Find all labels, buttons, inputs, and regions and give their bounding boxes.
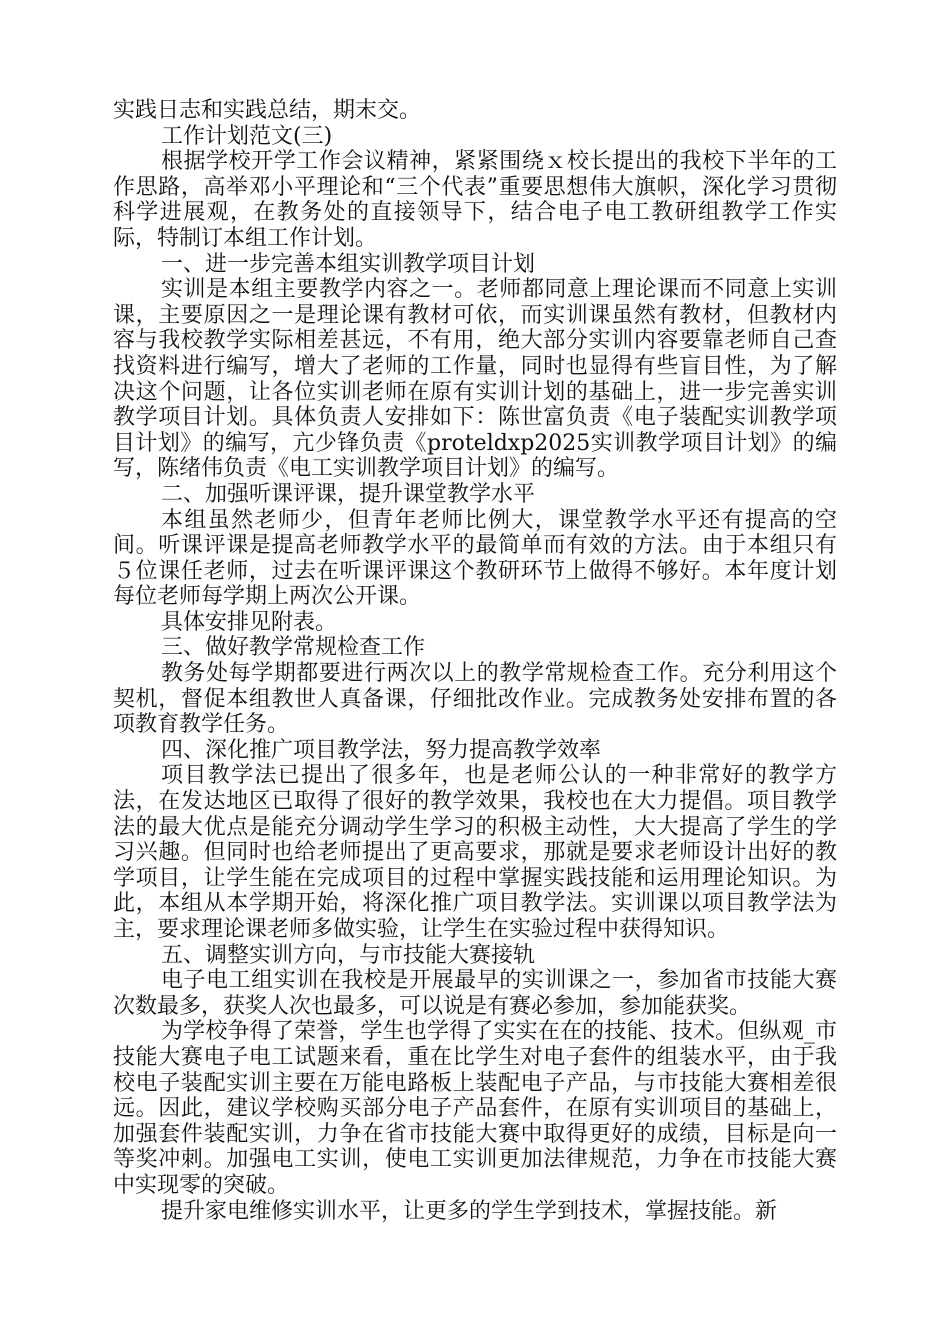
- paragraph-2b: 具体安排见附表。: [161, 609, 338, 635]
- paragraph-3: 教务处每学期都要进行两次以上的教学常规检查工作。充分利用这个契机，督促本组教世人真备课，仔细批改作业。完成教务处安排布置的各项教育教学任务。: [113, 661, 837, 738]
- heading-3: 三、做好教学常规检查工作: [161, 635, 426, 661]
- paragraph-6: 提升家电维修实训水平，让更多的学生学到技术，掌握技能。新: [161, 1198, 778, 1224]
- paragraph-1: 实训是本组主要教学内容之一。老师都同意上理论课而不同意上实训课，主要原因之一是理论课有教材可依，而实训课虽然有教材，但教材内容与我校教学实际相差甚远，不有用，绝大部分实训内容要靠老师自己查找资料进行编写，增大了老师的工作量，同时也显得有些盲目性，为了解决这个问题，让各位实训老师在原有实训计划的基础上，进一步完善实训教学项目计划。具体负责人安排如下：陈世富负责《电子装配实训教学项目计划》的编写，亢少锋负责《proteldxp2025实训教学项目计划》的编写，陈绪伟负责《电工实训教学项目计划》的编写。: [113, 277, 837, 482]
- paragraph-5: 电子电工组实训在我校是开展最早的实训课之一，参加省市技能大赛次数最多，获奖人次也最多，可以说是有赛必参加，参加能获奖。: [113, 968, 837, 1019]
- document-body: [113, 98, 837, 1224]
- heading-4: 四、深化推广项目教学法，努力提高教学效率: [161, 737, 602, 763]
- heading-2: 二、加强听课评课，提升课堂教学水平: [161, 481, 536, 507]
- paragraph-2: 本组虽然老师少，但青年老师比例大，课堂教学水平还有提高的空间。听课评课是提高老师教学水平的最简单而有效的方法。由于本组只有５位课任老师，过去在听课评课这个教研环节上做得不够好。本年度计划每位老师每学期上两次公开课。: [113, 507, 837, 610]
- paragraph-intro: 根据学校开学工作会议精神，紧紧围绕ｘ校长提出的我校下半年的工作思路，高举邓小平理论和“三个代表”重要思想伟大旗帜，深化学习贯彻科学进展观，在教务处的直接领导下，结合电子电工教研组教学工作实际，特制订本组工作计划。: [113, 149, 837, 251]
- heading-5: 五、调整实训方向，与市技能大赛接轨: [161, 942, 536, 968]
- paragraph-4: 项目教学法已提出了很多年，也是老师公认的一种非常好的教学方法，在发达地区已取得了很好的教学效果，我校也在大力提倡。项目教学法的最大优点是能充分调动学生学习的积极主动性，大大提高了学生的学习兴趣。但同时也给老师提出了更高要求，那就是要求老师设计出好的教学项目，让学生能在完成项目的过程中掌握实践技能和运用理论知识。为此，本组从本学期开始，将深化推广项目教学法。实训课以项目教学法为主，要求理论课老师多做实验，让学生在实验过程中获得知识。: [113, 763, 837, 942]
- paragraph-continuation: 实践日志和实践总结，期末交。: [113, 98, 422, 123]
- paragraph-5b: 为学校争得了荣誉，学生也学得了实实在在的技能、技术。但纵观_市技能大赛电子电工试题来看，重在比学生对电子套件的组装水平，由于我校电子装配实训主要在万能电路板上装配电子产品，与市技能大赛相差很远。因此，建议学校购买部分电子产品套件，在原有实训项目的基础上，加强套件装配实训，力争在省市技能大赛中取得更好的成绩，目标是向一等奖冲刺。加强电工实训，使电工实训更加法律规范，力争在市技能大赛中实现零的突破。: [113, 1019, 837, 1198]
- heading-1: 一、进一步完善本组实训教学项目计划: [161, 251, 536, 277]
- section-title: 工作计划范文(三): [161, 123, 333, 149]
